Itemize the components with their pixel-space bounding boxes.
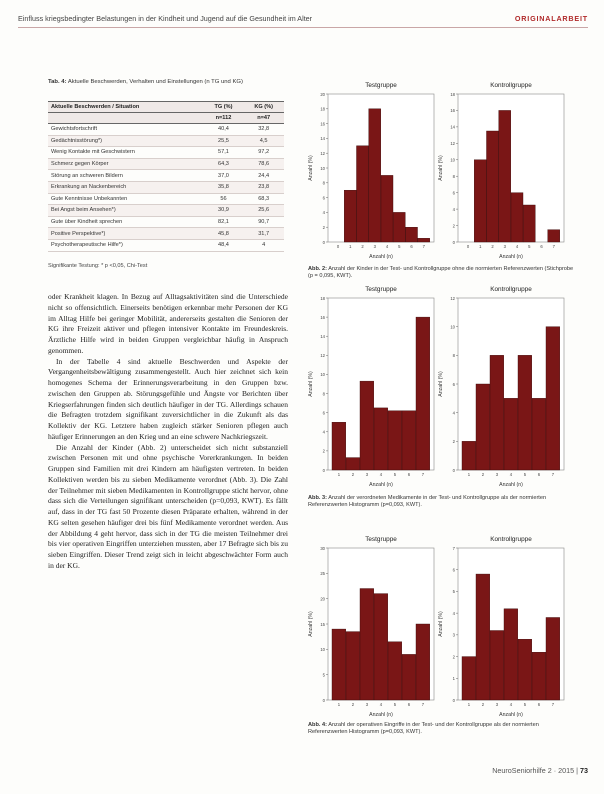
bar <box>504 609 518 700</box>
x-tick-label: 6 <box>410 244 413 249</box>
bar <box>518 355 532 470</box>
bar <box>388 642 402 700</box>
y-tick-label: 16 <box>320 314 325 320</box>
y-tick-label: 25 <box>320 571 325 577</box>
x-tick-label: 1 <box>479 244 482 249</box>
bar-chart <box>436 532 570 720</box>
y-tick-label: 12 <box>320 151 325 156</box>
bar-chart <box>306 532 440 720</box>
x-tick-label: 5 <box>523 702 527 707</box>
table-cell: 4,5 <box>243 135 284 147</box>
y-tick-label: 6 <box>452 567 455 573</box>
x-tick-label: 2 <box>481 472 485 477</box>
table-cell: 64,3 <box>204 158 244 170</box>
table-cell: 57,1 <box>204 147 244 159</box>
table-row <box>48 135 284 147</box>
x-tick-label: 2 <box>491 244 494 249</box>
y-tick-label: 16 <box>320 121 325 127</box>
x-tick-label: 7 <box>551 702 555 707</box>
paragraph: In der Tabelle 4 sind aktuelle Beschwerden und Aspekte der Vergangenheitsbewältigung zusammengestellt. Auch hier zeichnet sich kein homogenes Schema der Erinnerungsverarbeitung in den Gruppen bzw. zwischen den Gruppen ab. Störungsgefühle und Ängste vor Berichten über Kriegserfahrungen finden sich deutlich häufiger in der TG. Allerdings schauen die Befragten trotzdem signifikant zuversichtlicher in die Zukunft als das Kollektiv der KG. Letztere haben zugleich stärker Senioren pflegen auch häufiger Erinnerungen an den Krieg und an eine schwere Nachkriegszeit. <box>48 356 288 441</box>
table-header-cell: Aktuelle Beschwerden / Situation <box>48 102 204 113</box>
figure-4-test-chart <box>306 532 440 720</box>
table-body <box>48 124 284 252</box>
x-tick-label: 5 <box>398 244 401 249</box>
table-subheader-row <box>48 113 284 124</box>
bar-chart <box>306 282 440 490</box>
table-row <box>48 158 284 170</box>
x-tick-label: 5 <box>528 244 531 249</box>
y-tick-label: 30 <box>320 545 325 551</box>
bar <box>402 654 416 700</box>
table-cell: 4 <box>243 239 284 251</box>
figure-caption-label: Abb. 4: <box>308 722 327 728</box>
x-tick-label: 4 <box>379 472 383 477</box>
x-tick-label: 7 <box>551 472 555 477</box>
bar <box>462 657 476 700</box>
y-tick-label: 16 <box>450 108 455 114</box>
bar <box>416 624 430 700</box>
table-row <box>48 170 284 182</box>
x-tick-label: 1 <box>467 472 471 477</box>
bar <box>346 632 360 700</box>
x-tick-label: 0 <box>336 244 340 249</box>
figure-4-caption <box>308 722 576 736</box>
x-tick-label: 2 <box>481 702 485 707</box>
y-tick-label: 10 <box>450 324 455 330</box>
y-tick-label: 0 <box>452 697 455 703</box>
y-tick-label: 2 <box>452 654 455 660</box>
bar <box>462 441 476 470</box>
table-row <box>48 181 284 193</box>
y-axis-label: Anzahl (%) <box>438 371 444 397</box>
y-tick-label: 8 <box>322 391 325 397</box>
bar <box>406 227 418 242</box>
table-cell: 24,4 <box>243 170 284 182</box>
x-tick-label: 7 <box>421 472 425 477</box>
x-tick-label: 1 <box>337 472 341 477</box>
article-body <box>48 292 288 572</box>
y-tick-label: 2 <box>322 448 325 454</box>
table-cell: Wenig Kontakte mit Geschwistern <box>48 147 204 159</box>
y-tick-label: 0 <box>452 239 455 245</box>
chart-title: Testgruppe <box>365 536 397 543</box>
y-axis-label: Anzahl (%) <box>308 155 314 181</box>
bar-chart <box>436 282 570 490</box>
y-tick-label: 6 <box>452 381 455 387</box>
table-cell: 37,0 <box>204 170 244 182</box>
bar <box>374 594 388 700</box>
y-tick-label: 20 <box>320 596 325 602</box>
x-tick-label: 3 <box>365 702 369 707</box>
y-tick-label: 6 <box>322 410 325 416</box>
table-row <box>48 147 284 159</box>
y-tick-label: 4 <box>452 410 455 416</box>
y-tick-label: 15 <box>320 621 325 627</box>
y-tick-label: 10 <box>320 165 325 171</box>
table-row <box>48 205 284 217</box>
x-tick-label: 6 <box>537 702 541 707</box>
y-tick-label: 10 <box>320 372 325 378</box>
x-tick-label: 2 <box>361 244 364 249</box>
page-number: 73 <box>580 766 588 775</box>
x-tick-label: 3 <box>495 702 499 707</box>
y-tick-label: 4 <box>452 610 455 616</box>
x-axis-label: Anzahl (n) <box>369 712 393 718</box>
table-cell: 25,5 <box>204 135 244 147</box>
table-cell: 45,8 <box>204 228 244 240</box>
y-tick-label: 12 <box>320 353 325 359</box>
bar <box>523 205 535 242</box>
paragraph: Die Anzahl der Kinder (Abb. 2) unterscheidet sich nicht substanziell zwischen Personen mit und ohne psychische Vorerkrankungen. In beiden Gruppen sind Familien mit drei Kindern am häufigsten vertreten. In beiden Kollektiven werden bis zu sieben Medikamente verordnet (Abb. 3). Die Zahl der Teilnehmer mit sieben Medikamenten in Kontrollgruppe sticht hervor, ohne dass sich die Verteilungen signifikant unterscheiden (p=0,093, KWT). Es fällt auf, dass in der TG fast 50 Prozente diesen Präparate erhalten, während in der KG selten gesehen häufiger drei bis fünf Medikamente verordnet werden. Aus der Abbildung 4 geht hervor, dass sich in der TG die meisten Teilnehmer drei bis vier operativen Eingriffen unterziehen mussten, aber 17 Befragte sich bis zu sieben Eingriffen. Dieser Trend zeigt sich in leicht abgeschwächter Form auch in der KG. <box>48 442 288 570</box>
x-tick-label: 7 <box>421 702 425 707</box>
table-cell: 35,8 <box>204 181 244 193</box>
bar <box>532 398 546 470</box>
y-tick-label: 5 <box>322 672 325 678</box>
x-tick-label: 6 <box>537 472 541 477</box>
table-row <box>48 239 284 251</box>
figure-3-caption <box>308 495 576 509</box>
table-cell: Psychotherapeutische Hilfe*) <box>48 239 204 251</box>
x-axis-label: Anzahl (n) <box>369 482 393 488</box>
figure-2-control-chart <box>436 78 570 262</box>
y-tick-label: 7 <box>452 545 455 551</box>
bar <box>418 238 430 242</box>
x-tick-label: 2 <box>351 702 355 707</box>
header-rule <box>18 27 588 28</box>
figure-3-control-chart <box>436 282 570 490</box>
table-header-cell: TG (%) <box>204 102 244 113</box>
bar <box>332 422 346 470</box>
x-tick-label: 6 <box>407 472 411 477</box>
table-cell: Störung an schweren Bildern <box>48 170 204 182</box>
y-tick-label: 5 <box>452 589 455 595</box>
bar <box>388 411 402 470</box>
table-note: Signifikante Testung: * p <0,05, Chi-Test <box>48 263 148 269</box>
table-cell: 30,9 <box>204 205 244 217</box>
x-tick-label: 6 <box>407 702 411 707</box>
table-row <box>48 216 284 228</box>
table-subheader-cell: n=47 <box>243 113 284 124</box>
running-title: Einfluss kriegsbedingter Belastungen in der Kindheit und Jugend auf die Gesundheit im Alter <box>18 14 313 23</box>
bar <box>360 381 374 470</box>
bar <box>393 212 405 242</box>
bar <box>357 146 369 242</box>
bar <box>474 160 486 242</box>
chart-title: Kontrollgruppe <box>490 286 532 293</box>
chart-title: Testgruppe <box>365 286 397 293</box>
table-cell: 90,7 <box>243 216 284 228</box>
bar-chart <box>306 78 440 262</box>
page-footer: NeuroSeniorhilfe 2 · 2015 | 73 <box>492 766 588 775</box>
figure-caption-text: Anzahl der operativen Eingriffe in der Test- und der Kontrollgruppe als der normierten Referenzwerten Histogramm (p=0,093, KWT). <box>308 722 539 736</box>
y-axis-label: Anzahl (%) <box>438 155 444 181</box>
table-cell: Positive Perspektive*) <box>48 228 204 240</box>
y-tick-label: 4 <box>322 210 325 216</box>
table-cell: 31,7 <box>243 228 284 240</box>
y-tick-label: 0 <box>452 467 455 473</box>
y-tick-label: 1 <box>452 676 455 682</box>
x-tick-label: 3 <box>365 472 369 477</box>
bar <box>546 617 560 700</box>
table-cell: 32,8 <box>243 124 284 136</box>
table-cell: 82,1 <box>204 216 244 228</box>
y-tick-label: 14 <box>450 124 455 130</box>
y-tick-label: 6 <box>452 190 455 196</box>
x-tick-label: 3 <box>373 244 376 249</box>
bar <box>548 230 560 242</box>
figure-2-caption <box>308 266 576 280</box>
y-axis-label: Anzahl (%) <box>438 611 444 637</box>
y-tick-label: 14 <box>320 136 325 142</box>
table-cell: 56 <box>204 193 244 205</box>
x-axis-label: Anzahl (n) <box>499 482 523 488</box>
x-tick-label: 2 <box>351 472 355 477</box>
x-tick-label: 3 <box>503 244 506 249</box>
figure-caption-label: Abb. 3: <box>308 495 327 501</box>
bar <box>476 384 490 470</box>
bar <box>369 109 381 242</box>
y-tick-label: 0 <box>322 239 325 245</box>
x-axis-label: Anzahl (n) <box>369 254 393 260</box>
table-cell: Bei Angst beim Ansehen*) <box>48 205 204 217</box>
bar <box>374 408 388 470</box>
paragraph: oder Krankheit klagen. In Bezug auf Alltagsaktivitäten sind die Unterschiede nicht so offensichtlich. Einerseits benötigen erkennbar mehr Personen der KG im Alltag Hilfe bei geringer Mobilität, andererseits gestalten die Senioren der KG ihre Freizeit aktiver und pflegen intensiver Kontakte im Freundeskreis. Ärztliche Hilfe wird in beiden Gruppen vergleichbar häufig in Anspruch genommen. <box>48 292 288 355</box>
x-tick-label: 4 <box>509 702 513 707</box>
chart-title: Testgruppe <box>365 82 397 89</box>
bar <box>402 411 416 470</box>
running-header <box>18 14 588 26</box>
y-tick-label: 8 <box>452 353 455 359</box>
table-caption <box>48 78 280 86</box>
x-tick-label: 4 <box>509 472 513 477</box>
x-tick-label: 7 <box>422 244 425 249</box>
table-header-cell: KG (%) <box>243 102 284 113</box>
y-tick-label: 2 <box>452 223 455 229</box>
table-cell: Gewichtsfortschrift <box>48 124 204 136</box>
x-tick-label: 5 <box>523 472 527 477</box>
figure-caption-text: Anzahl der Kinder in der Test- und Kontrollgruppe ohne die normierten Referenzwerten (Stichprobe (p = 0,095, KWT). <box>308 266 574 280</box>
y-tick-label: 8 <box>322 180 325 186</box>
x-tick-label: 5 <box>393 472 397 477</box>
bar <box>490 631 504 700</box>
table-cell: 48,4 <box>204 239 244 251</box>
x-tick-label: 5 <box>393 702 397 707</box>
table-subheader-cell: n=112 <box>204 113 244 124</box>
x-tick-label: 1 <box>349 244 352 249</box>
x-tick-label: 7 <box>552 244 555 249</box>
bar <box>487 131 499 242</box>
chart-title: Kontrollgruppe <box>490 536 532 543</box>
y-tick-label: 12 <box>450 141 455 147</box>
y-tick-label: 0 <box>322 697 325 703</box>
y-tick-label: 2 <box>452 439 455 445</box>
bar-chart <box>436 78 570 262</box>
y-tick-label: 12 <box>450 295 455 301</box>
y-tick-label: 8 <box>452 174 455 180</box>
bar <box>381 175 393 242</box>
x-tick-label: 4 <box>515 244 519 249</box>
journal-name: NeuroSeniorhilfe 2 · 2015 <box>492 766 575 775</box>
table-row <box>48 124 284 136</box>
chart-title: Kontrollgruppe <box>490 82 532 89</box>
table-cell: Schmerz gegen Körper <box>48 158 204 170</box>
figure-3-test-chart <box>306 282 440 490</box>
x-tick-label: 4 <box>379 702 383 707</box>
bar <box>518 639 532 700</box>
table-cell: Gedächtnisstörung*) <box>48 135 204 147</box>
y-tick-label: 18 <box>320 106 325 112</box>
table-cell: Erkrankung an Nackenbereich <box>48 181 204 193</box>
table-row <box>48 228 284 240</box>
bar <box>499 110 511 242</box>
table-cell: 68,3 <box>243 193 284 205</box>
section-label: ORIGINALARBEIT <box>514 14 588 23</box>
table-header-row <box>48 102 284 113</box>
x-axis-label: Anzahl (n) <box>499 254 523 260</box>
figure-4-control-chart <box>436 532 570 720</box>
bar <box>511 193 523 242</box>
y-tick-label: 20 <box>320 91 325 97</box>
table-cell: 97,2 <box>243 147 284 159</box>
bar <box>332 629 346 700</box>
x-tick-label: 1 <box>337 702 341 707</box>
y-tick-label: 6 <box>322 195 325 201</box>
figure-2-test-chart <box>306 78 440 262</box>
y-tick-label: 10 <box>320 647 325 653</box>
bar <box>504 398 518 470</box>
table-cell: 40,4 <box>204 124 244 136</box>
y-axis-label: Anzahl (%) <box>308 371 314 397</box>
x-axis-label: Anzahl (n) <box>499 712 523 718</box>
y-tick-label: 0 <box>322 467 325 473</box>
table-cell: 78,6 <box>243 158 284 170</box>
bar <box>346 458 360 470</box>
x-tick-label: 4 <box>385 244 389 249</box>
x-tick-label: 6 <box>540 244 543 249</box>
bar <box>490 355 504 470</box>
y-tick-label: 10 <box>450 157 455 163</box>
y-tick-label: 3 <box>452 632 455 638</box>
y-axis-label: Anzahl (%) <box>308 611 314 637</box>
complaints-table <box>48 101 284 252</box>
bar <box>416 317 430 470</box>
x-tick-label: 1 <box>467 702 471 707</box>
table-cell: Gute über Kindheit sprechen <box>48 216 204 228</box>
x-tick-label: 0 <box>466 244 470 249</box>
y-tick-label: 4 <box>452 206 455 212</box>
bar <box>546 327 560 470</box>
bar <box>360 589 374 700</box>
table-cell: 25,6 <box>243 205 284 217</box>
figure-caption-text: Anzahl der verordneten Medikamente in der Test- und Kontrollgruppe als der normierten Referenzwerten Histogramm (p=0,093, KWT). <box>308 495 547 509</box>
table-row <box>48 193 284 205</box>
bar <box>532 652 546 700</box>
y-tick-label: 14 <box>320 334 325 340</box>
y-tick-label: 4 <box>322 429 325 435</box>
y-tick-label: 2 <box>322 225 325 230</box>
table-subheader-cell <box>48 113 204 124</box>
bar <box>476 574 490 700</box>
y-tick-label: 18 <box>450 91 455 97</box>
table-cell: 23,8 <box>243 181 284 193</box>
y-tick-label: 18 <box>320 295 325 301</box>
table-caption-text: Aktuelle Beschwerden, Verhalten und Einstellungen (n TG und KG) <box>67 79 243 85</box>
table-cell: Gute Kenntnisse Unbekannten <box>48 193 204 205</box>
bar <box>344 190 356 242</box>
table-caption-label: Tab. 4: <box>48 79 67 85</box>
x-tick-label: 3 <box>495 472 499 477</box>
figure-caption-label: Abb. 2: <box>308 266 327 272</box>
